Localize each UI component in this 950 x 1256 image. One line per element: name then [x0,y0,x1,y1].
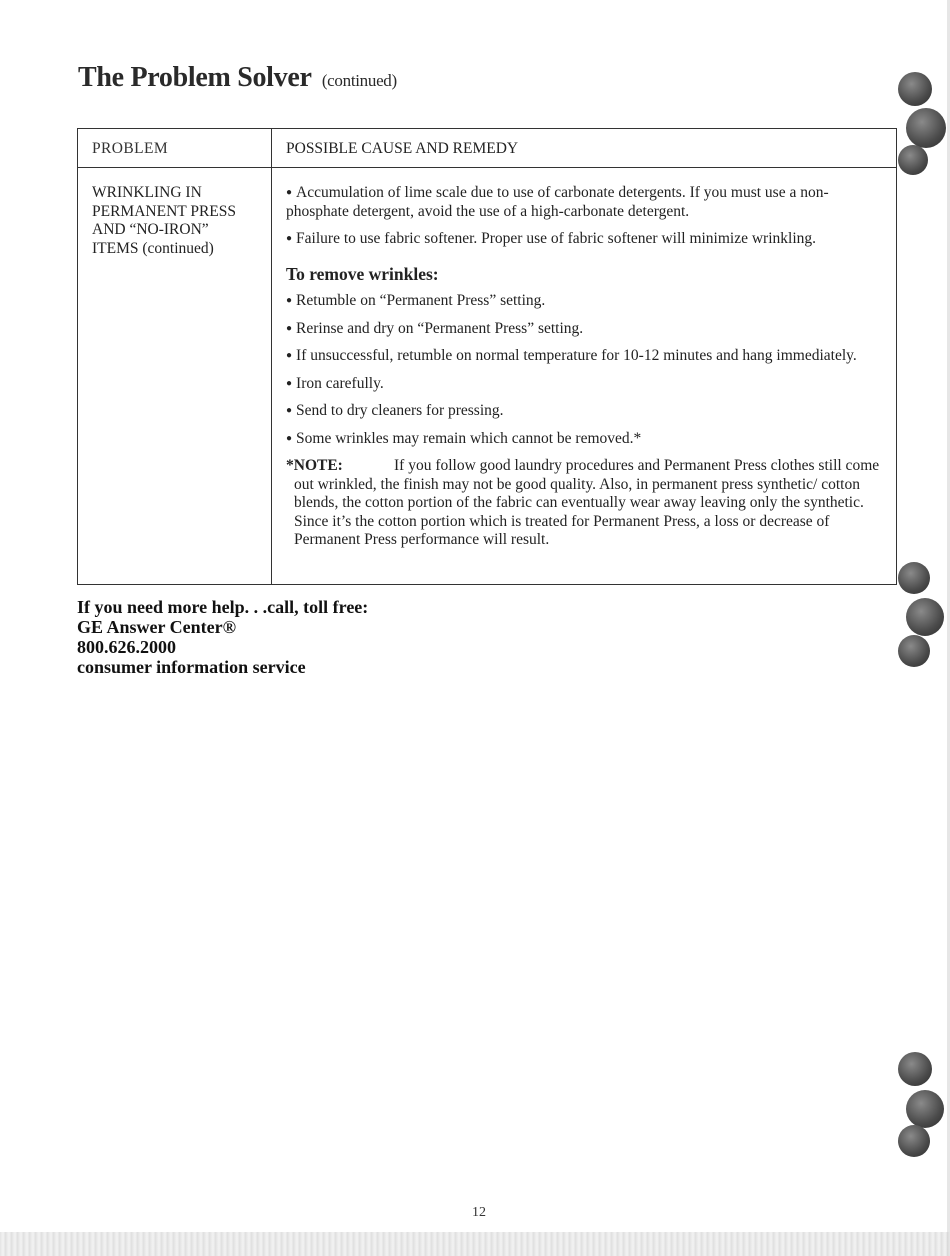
remedy-step: ● If unsuccessful, retumble on normal temperature for 10-12 minutes and hang immediately. [286,347,886,366]
remove-wrinkles-heading: To remove wrinkles: [286,263,439,284]
hole-punch-icon [906,1090,944,1128]
column-divider [271,129,272,584]
help-line: consumer information service [77,657,306,677]
help-line: GE Answer Center® [77,617,237,637]
hole-punch-icon [898,562,930,594]
remedy-step: ● Send to dry cleaners for pressing. [286,402,886,421]
remedy-column-header: POSSIBLE CAUSE AND REMEDY [286,140,519,157]
help-line: If you need more help. . .call, toll free: [77,597,369,617]
note [286,457,886,550]
title-main: The Problem Solver [78,62,312,93]
cause-item: ● Accumulation of lime scale due to use of carbonate detergents. If you must use a non-phosphate detergent, avoid the use of a high-carbonate detergent. [286,184,886,221]
problem-column-header: PROBLEM [92,140,169,157]
hole-punch-icon [898,145,928,175]
remedy-step: ● Iron carefully. [286,375,886,394]
remedy-cell [286,184,886,550]
remedy-step: ● Some wrinkles may remain which cannot be removed.* [286,430,886,449]
hole-punch-icon [898,72,932,106]
phone-number: 800.626.2000 [77,637,176,657]
title-continued: (continued) [321,71,397,90]
problem-solver-table [77,128,897,585]
problem-line: ITEMS (continued) [92,239,214,257]
problem-line: AND “NO-IRON” [92,221,209,238]
hole-punch-icon [898,635,930,667]
header-divider [78,167,896,168]
problem-line: WRINKLING IN [92,184,202,201]
remedy-step: ● Retumble on “Permanent Press” setting. [286,292,886,311]
hole-punch-icon [906,598,944,636]
hole-punch-icon [898,1125,930,1157]
hole-punch-icon [906,108,946,148]
page-title [78,62,397,94]
remedy-step: ● Rerinse and dry on “Permanent Press” setting. [286,320,886,339]
problem-cell [92,184,262,258]
page-number: 12 [472,1205,486,1220]
problem-line: PERMANENT PRESS [92,202,236,220]
note-text: If you follow good laundry procedures and Permanent Press clothes still come out wrinkled, the finish may not be good quality. Also, in permanent press synthetic/ cotton blends, the cotton portion of the fabric can eventually wear away leaving only the synthetic. Since it’s the cotton portion which is treated for Permanent Press, a loss or decrease of Permanent Press performance will result. [294,457,880,548]
cause-item: ● Failure to use fabric softener. Proper use of fabric softener will minimize wrinkling. [286,230,886,249]
note-label: *NOTE: [286,457,343,474]
hole-punch-icon [898,1052,932,1086]
help-contact [77,597,368,677]
scan-noise-band [0,1232,950,1256]
